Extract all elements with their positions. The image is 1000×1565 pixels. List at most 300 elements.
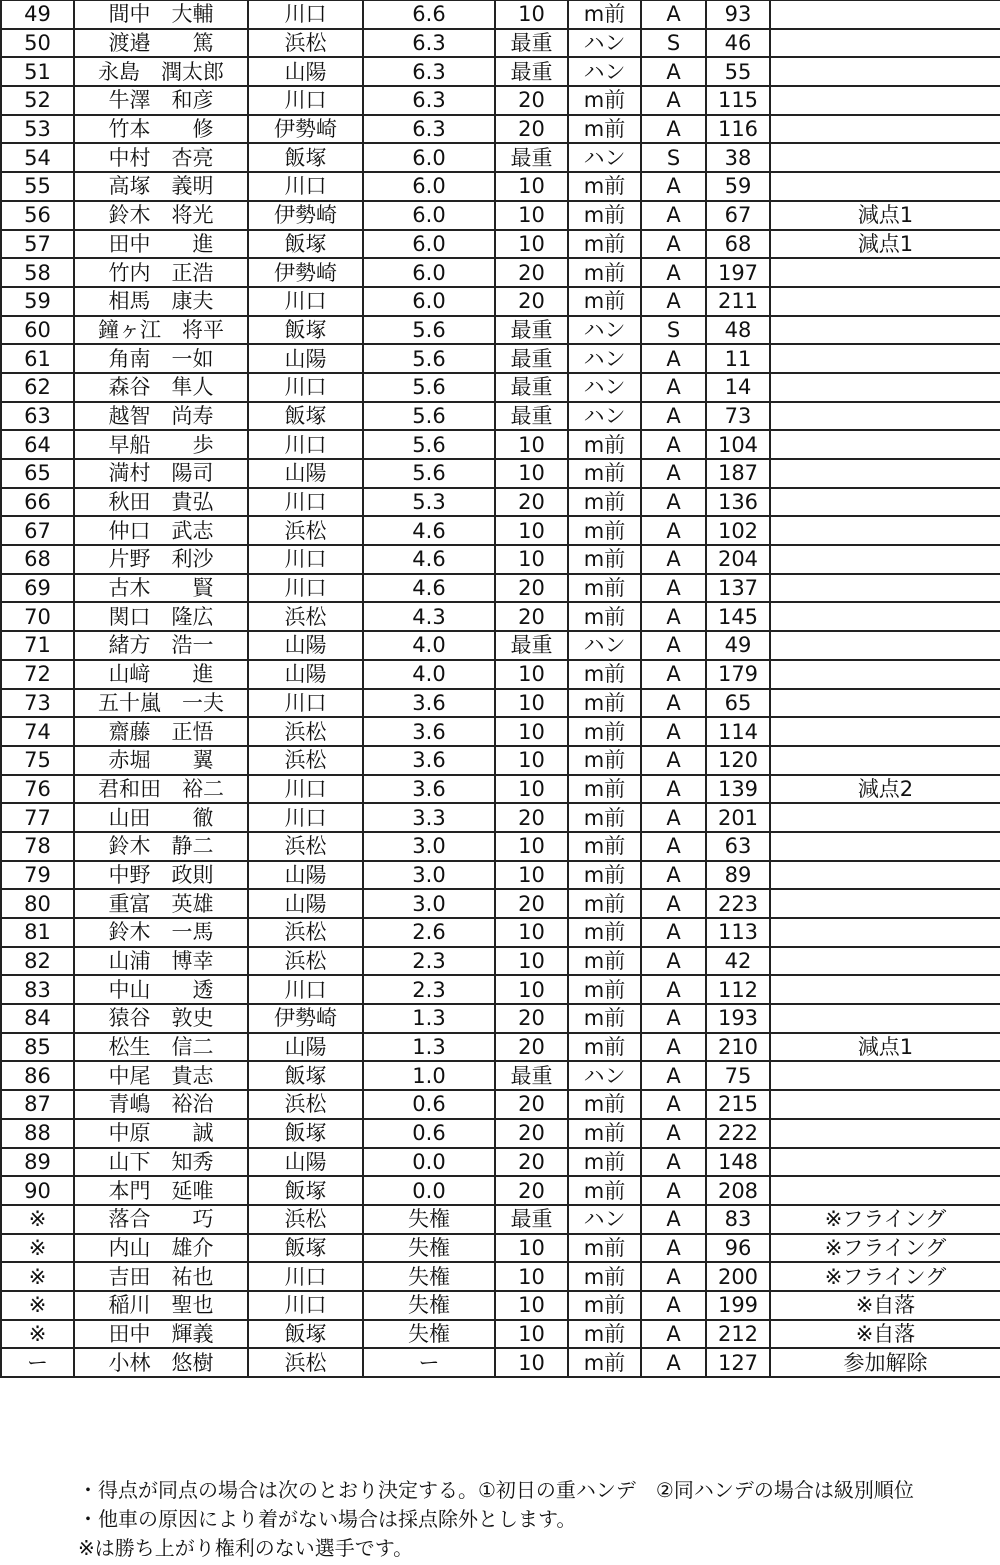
class-cell: A: [641, 287, 706, 316]
rider-name-cell: 間中 大輔: [74, 0, 248, 29]
handicap-value-cell: 20: [495, 889, 568, 918]
rider-name-cell: 鈴木 一馬: [74, 918, 248, 947]
table-row: [1, 430, 1000, 459]
note-cell: [770, 459, 1000, 488]
class-cell: A: [641, 1176, 706, 1205]
rank-cell: 63: [1, 402, 74, 431]
handicap-unit-cell: m前: [568, 430, 641, 459]
score-cell: 4.6: [363, 574, 495, 603]
rider-name-cell: 仲口 武志: [74, 516, 248, 545]
rider-name-cell: 山浦 博幸: [74, 947, 248, 976]
score-cell: ー: [363, 1348, 495, 1377]
table-row: [1, 1234, 1000, 1263]
track-cell: 飯塚: [248, 143, 363, 172]
score-cell: 6.6: [363, 0, 495, 29]
rider-name-cell: 中山 透: [74, 975, 248, 1004]
handicap-value-cell: 10: [495, 775, 568, 804]
track-cell: 山陽: [248, 57, 363, 86]
score-cell: 5.6: [363, 316, 495, 345]
table-row: [1, 1320, 1000, 1349]
rider-name-cell: 重富 英雄: [74, 889, 248, 918]
handicap-value-cell: 10: [495, 172, 568, 201]
class-cell: A: [641, 57, 706, 86]
rider-name-cell: 早船 歩: [74, 430, 248, 459]
class-cell: A: [641, 947, 706, 976]
class-cell: A: [641, 344, 706, 373]
note-cell: 減点1: [770, 1033, 1000, 1062]
track-cell: 浜松: [248, 1348, 363, 1377]
results-table-body: [1, 0, 1000, 1377]
rank-cell: 56: [1, 201, 74, 230]
handicap-unit-cell: m前: [568, 1176, 641, 1205]
track-cell: 飯塚: [248, 1320, 363, 1349]
handicap-unit-cell: m前: [568, 0, 641, 29]
rank-cell: 87: [1, 1090, 74, 1119]
rider-number-cell: 179: [706, 660, 770, 689]
handicap-value-cell: 最重: [495, 316, 568, 345]
note-cell: ※フライング: [770, 1262, 1000, 1291]
rider-number-cell: 127: [706, 1348, 770, 1377]
rider-number-cell: 59: [706, 172, 770, 201]
track-cell: 浜松: [248, 29, 363, 58]
handicap-unit-cell: m前: [568, 918, 641, 947]
score-cell: 5.6: [363, 373, 495, 402]
rider-name-cell: 相馬 康夫: [74, 287, 248, 316]
handicap-unit-cell: m前: [568, 889, 641, 918]
handicap-unit-cell: ハン: [568, 143, 641, 172]
track-cell: 伊勢崎: [248, 201, 363, 230]
table-row: [1, 57, 1000, 86]
score-cell: 失権: [363, 1262, 495, 1291]
rank-cell: 81: [1, 918, 74, 947]
rider-number-cell: 223: [706, 889, 770, 918]
score-cell: 6.3: [363, 29, 495, 58]
handicap-value-cell: 20: [495, 1033, 568, 1062]
class-cell: A: [641, 574, 706, 603]
class-cell: A: [641, 1061, 706, 1090]
rider-number-cell: 212: [706, 1320, 770, 1349]
rider-number-cell: 113: [706, 918, 770, 947]
score-cell: 6.0: [363, 258, 495, 287]
note-cell: [770, 803, 1000, 832]
note-cell: [770, 258, 1000, 287]
note-cell: [770, 143, 1000, 172]
handicap-value-cell: 10: [495, 201, 568, 230]
handicap-unit-cell: m前: [568, 287, 641, 316]
rider-number-cell: 38: [706, 143, 770, 172]
handicap-unit-cell: m前: [568, 201, 641, 230]
table-row: [1, 861, 1000, 890]
table-row: [1, 287, 1000, 316]
track-cell: 山陽: [248, 889, 363, 918]
table-row: [1, 516, 1000, 545]
note-cell: [770, 1176, 1000, 1205]
handicap-unit-cell: m前: [568, 1262, 641, 1291]
note-cell: [770, 746, 1000, 775]
track-cell: 浜松: [248, 1090, 363, 1119]
handicap-value-cell: 10: [495, 1348, 568, 1377]
note-cell: 減点1: [770, 230, 1000, 259]
score-cell: 1.3: [363, 1033, 495, 1062]
rider-name-cell: 本門 延唯: [74, 1176, 248, 1205]
handicap-unit-cell: ハン: [568, 344, 641, 373]
note-cell: ※自落: [770, 1291, 1000, 1320]
handicap-unit-cell: m前: [568, 1234, 641, 1263]
footnote-exclusion: ・他車の原因により着がない場合は採点除外とします。: [78, 1507, 577, 1531]
handicap-unit-cell: ハン: [568, 1205, 641, 1234]
rider-name-cell: 鈴木 静二: [74, 832, 248, 861]
table-row: [1, 660, 1000, 689]
track-cell: 浜松: [248, 832, 363, 861]
track-cell: 飯塚: [248, 1176, 363, 1205]
class-cell: A: [641, 1119, 706, 1148]
score-cell: 失権: [363, 1205, 495, 1234]
rank-cell: 73: [1, 689, 74, 718]
score-cell: 3.0: [363, 889, 495, 918]
rider-name-cell: 竹内 正浩: [74, 258, 248, 287]
rank-cell: 86: [1, 1061, 74, 1090]
note-cell: [770, 115, 1000, 144]
table-row: [1, 889, 1000, 918]
note-cell: [770, 689, 1000, 718]
track-cell: 飯塚: [248, 1061, 363, 1090]
handicap-unit-cell: m前: [568, 1148, 641, 1177]
rider-name-cell: 齋藤 正悟: [74, 717, 248, 746]
rank-cell: ※: [1, 1320, 74, 1349]
handicap-value-cell: 10: [495, 1320, 568, 1349]
score-cell: 6.0: [363, 143, 495, 172]
handicap-unit-cell: ハン: [568, 29, 641, 58]
rider-number-cell: 46: [706, 29, 770, 58]
rider-number-cell: 204: [706, 545, 770, 574]
note-cell: [770, 430, 1000, 459]
rider-name-cell: 永島 潤太郎: [74, 57, 248, 86]
class-cell: A: [641, 402, 706, 431]
score-cell: 5.3: [363, 488, 495, 517]
rank-cell: 65: [1, 459, 74, 488]
handicap-unit-cell: m前: [568, 689, 641, 718]
rank-cell: 60: [1, 316, 74, 345]
handicap-value-cell: 10: [495, 459, 568, 488]
rider-number-cell: 193: [706, 1004, 770, 1033]
handicap-value-cell: 10: [495, 689, 568, 718]
handicap-unit-cell: m前: [568, 746, 641, 775]
class-cell: S: [641, 29, 706, 58]
table-row: [1, 86, 1000, 115]
handicap-value-cell: 最重: [495, 1205, 568, 1234]
handicap-unit-cell: m前: [568, 1119, 641, 1148]
handicap-unit-cell: ハン: [568, 1061, 641, 1090]
handicap-unit-cell: m前: [568, 1348, 641, 1377]
table-row: [1, 1348, 1000, 1377]
rider-number-cell: 115: [706, 86, 770, 115]
rider-name-cell: 五十嵐 一夫: [74, 689, 248, 718]
table-row: [1, 947, 1000, 976]
table-row: [1, 172, 1000, 201]
table-row: [1, 230, 1000, 259]
rider-name-cell: 竹本 修: [74, 115, 248, 144]
rider-name-cell: 鈴木 将光: [74, 201, 248, 230]
note-cell: [770, 832, 1000, 861]
track-cell: 浜松: [248, 918, 363, 947]
class-cell: A: [641, 1033, 706, 1062]
rank-cell: 88: [1, 1119, 74, 1148]
table-row: [1, 1176, 1000, 1205]
handicap-value-cell: 10: [495, 430, 568, 459]
handicap-value-cell: 10: [495, 660, 568, 689]
score-cell: 5.6: [363, 459, 495, 488]
handicap-unit-cell: m前: [568, 172, 641, 201]
handicap-unit-cell: m前: [568, 258, 641, 287]
class-cell: A: [641, 775, 706, 804]
class-cell: A: [641, 1090, 706, 1119]
rider-number-cell: 208: [706, 1176, 770, 1205]
rider-name-cell: 中原 誠: [74, 1119, 248, 1148]
score-cell: 0.6: [363, 1090, 495, 1119]
rider-name-cell: 中野 政則: [74, 861, 248, 890]
rank-cell: ※: [1, 1205, 74, 1234]
rank-cell: 54: [1, 143, 74, 172]
track-cell: 川口: [248, 689, 363, 718]
score-cell: 4.3: [363, 602, 495, 631]
handicap-value-cell: 20: [495, 488, 568, 517]
handicap-unit-cell: m前: [568, 803, 641, 832]
rider-number-cell: 104: [706, 430, 770, 459]
score-cell: 5.6: [363, 344, 495, 373]
rider-name-cell: 小林 悠樹: [74, 1348, 248, 1377]
class-cell: A: [641, 975, 706, 1004]
rank-cell: 72: [1, 660, 74, 689]
class-cell: A: [641, 602, 706, 631]
score-cell: 失権: [363, 1234, 495, 1263]
handicap-value-cell: 10: [495, 746, 568, 775]
score-cell: 3.6: [363, 746, 495, 775]
rider-number-cell: 11: [706, 344, 770, 373]
table-row: [1, 631, 1000, 660]
rider-name-cell: 森谷 隼人: [74, 373, 248, 402]
score-cell: 6.0: [363, 201, 495, 230]
rider-number-cell: 137: [706, 574, 770, 603]
rider-name-cell: 渡邉 篤: [74, 29, 248, 58]
rank-cell: 61: [1, 344, 74, 373]
class-cell: A: [641, 115, 706, 144]
note-cell: [770, 947, 1000, 976]
note-cell: [770, 889, 1000, 918]
rank-cell: 83: [1, 975, 74, 1004]
rider-name-cell: 秋田 貴弘: [74, 488, 248, 517]
handicap-unit-cell: m前: [568, 459, 641, 488]
note-cell: 減点2: [770, 775, 1000, 804]
class-cell: S: [641, 143, 706, 172]
note-cell: [770, 1148, 1000, 1177]
table-row: [1, 545, 1000, 574]
rider-number-cell: 42: [706, 947, 770, 976]
track-cell: 山陽: [248, 1148, 363, 1177]
table-row: [1, 373, 1000, 402]
rider-number-cell: 114: [706, 717, 770, 746]
rider-name-cell: 田中 進: [74, 230, 248, 259]
track-cell: 川口: [248, 975, 363, 1004]
note-cell: [770, 402, 1000, 431]
handicap-value-cell: 10: [495, 1291, 568, 1320]
track-cell: 浜松: [248, 602, 363, 631]
rank-cell: 57: [1, 230, 74, 259]
table-row: [1, 402, 1000, 431]
rank-cell: 75: [1, 746, 74, 775]
handicap-value-cell: 20: [495, 574, 568, 603]
class-cell: A: [641, 861, 706, 890]
rank-cell: 84: [1, 1004, 74, 1033]
table-row: [1, 459, 1000, 488]
handicap-value-cell: 10: [495, 0, 568, 29]
rank-cell: 79: [1, 861, 74, 890]
handicap-unit-cell: m前: [568, 1291, 641, 1320]
class-cell: A: [641, 230, 706, 259]
rank-cell: 67: [1, 516, 74, 545]
handicap-value-cell: 最重: [495, 143, 568, 172]
class-cell: A: [641, 1348, 706, 1377]
handicap-unit-cell: m前: [568, 115, 641, 144]
track-cell: 川口: [248, 775, 363, 804]
rank-cell: 49: [1, 0, 74, 29]
track-cell: 川口: [248, 545, 363, 574]
class-cell: A: [641, 516, 706, 545]
score-cell: 6.3: [363, 115, 495, 144]
track-cell: 山陽: [248, 861, 363, 890]
table-row: [1, 832, 1000, 861]
score-cell: 5.6: [363, 430, 495, 459]
class-cell: A: [641, 201, 706, 230]
rider-name-cell: 古木 賢: [74, 574, 248, 603]
rank-cell: 78: [1, 832, 74, 861]
handicap-unit-cell: m前: [568, 775, 641, 804]
table-row: [1, 115, 1000, 144]
note-cell: ※フライング: [770, 1234, 1000, 1263]
rank-cell: 68: [1, 545, 74, 574]
class-cell: S: [641, 316, 706, 345]
rider-name-cell: 牛澤 和彦: [74, 86, 248, 115]
table-row: [1, 1061, 1000, 1090]
class-cell: A: [641, 488, 706, 517]
track-cell: 川口: [248, 803, 363, 832]
score-cell: 6.0: [363, 287, 495, 316]
handicap-value-cell: 20: [495, 86, 568, 115]
handicap-unit-cell: m前: [568, 947, 641, 976]
rider-name-cell: 赤堀 翼: [74, 746, 248, 775]
class-cell: A: [641, 430, 706, 459]
handicap-value-cell: 最重: [495, 373, 568, 402]
handicap-value-cell: 20: [495, 115, 568, 144]
track-cell: 飯塚: [248, 1119, 363, 1148]
handicap-value-cell: 10: [495, 975, 568, 1004]
note-cell: [770, 717, 1000, 746]
track-cell: 飯塚: [248, 1234, 363, 1263]
rider-number-cell: 112: [706, 975, 770, 1004]
rider-number-cell: 187: [706, 459, 770, 488]
handicap-unit-cell: m前: [568, 516, 641, 545]
class-cell: A: [641, 832, 706, 861]
rider-name-cell: 落合 巧: [74, 1205, 248, 1234]
score-cell: 2.3: [363, 975, 495, 1004]
handicap-value-cell: 最重: [495, 29, 568, 58]
table-row: [1, 488, 1000, 517]
rider-number-cell: 148: [706, 1148, 770, 1177]
rank-cell: ※: [1, 1291, 74, 1320]
table-row: [1, 143, 1000, 172]
note-cell: [770, 631, 1000, 660]
rider-number-cell: 222: [706, 1119, 770, 1148]
handicap-value-cell: 20: [495, 1148, 568, 1177]
track-cell: 山陽: [248, 344, 363, 373]
rider-number-cell: 201: [706, 803, 770, 832]
table-row: [1, 602, 1000, 631]
rider-name-cell: 高塚 義明: [74, 172, 248, 201]
handicap-value-cell: 10: [495, 1262, 568, 1291]
track-cell: 川口: [248, 430, 363, 459]
handicap-unit-cell: m前: [568, 717, 641, 746]
handicap-unit-cell: ハン: [568, 373, 641, 402]
note-cell: [770, 1090, 1000, 1119]
handicap-value-cell: 20: [495, 602, 568, 631]
handicap-value-cell: 10: [495, 516, 568, 545]
rider-number-cell: 48: [706, 316, 770, 345]
track-cell: 山陽: [248, 1033, 363, 1062]
note-cell: [770, 1119, 1000, 1148]
rider-number-cell: 55: [706, 57, 770, 86]
rider-number-cell: 67: [706, 201, 770, 230]
rank-cell: ー: [1, 1348, 74, 1377]
rider-name-cell: 片野 利沙: [74, 545, 248, 574]
handicap-unit-cell: m前: [568, 86, 641, 115]
handicap-unit-cell: m前: [568, 602, 641, 631]
note-cell: 参加解除: [770, 1348, 1000, 1377]
score-cell: 6.0: [363, 172, 495, 201]
class-cell: A: [641, 660, 706, 689]
rank-cell: 59: [1, 287, 74, 316]
handicap-value-cell: 20: [495, 287, 568, 316]
handicap-value-cell: 最重: [495, 57, 568, 86]
track-cell: 川口: [248, 1291, 363, 1320]
rider-number-cell: 96: [706, 1234, 770, 1263]
table-row: [1, 775, 1000, 804]
table-row: [1, 344, 1000, 373]
rider-number-cell: 215: [706, 1090, 770, 1119]
footnotes: [78, 1476, 914, 1563]
rider-name-cell: 松生 信二: [74, 1033, 248, 1062]
handicap-unit-cell: m前: [568, 488, 641, 517]
rider-number-cell: 211: [706, 287, 770, 316]
track-cell: 浜松: [248, 717, 363, 746]
score-cell: 3.6: [363, 717, 495, 746]
score-cell: 0.6: [363, 1119, 495, 1148]
table-row: [1, 746, 1000, 775]
score-cell: 失権: [363, 1291, 495, 1320]
track-cell: 飯塚: [248, 230, 363, 259]
class-cell: A: [641, 1291, 706, 1320]
rider-number-cell: 197: [706, 258, 770, 287]
score-cell: 失権: [363, 1320, 495, 1349]
class-cell: A: [641, 545, 706, 574]
class-cell: A: [641, 86, 706, 115]
rank-cell: 71: [1, 631, 74, 660]
rider-number-cell: 68: [706, 230, 770, 259]
handicap-value-cell: 20: [495, 1119, 568, 1148]
handicap-value-cell: 10: [495, 947, 568, 976]
rank-cell: 58: [1, 258, 74, 287]
track-cell: 伊勢崎: [248, 115, 363, 144]
class-cell: A: [641, 0, 706, 29]
score-cell: 0.0: [363, 1176, 495, 1205]
